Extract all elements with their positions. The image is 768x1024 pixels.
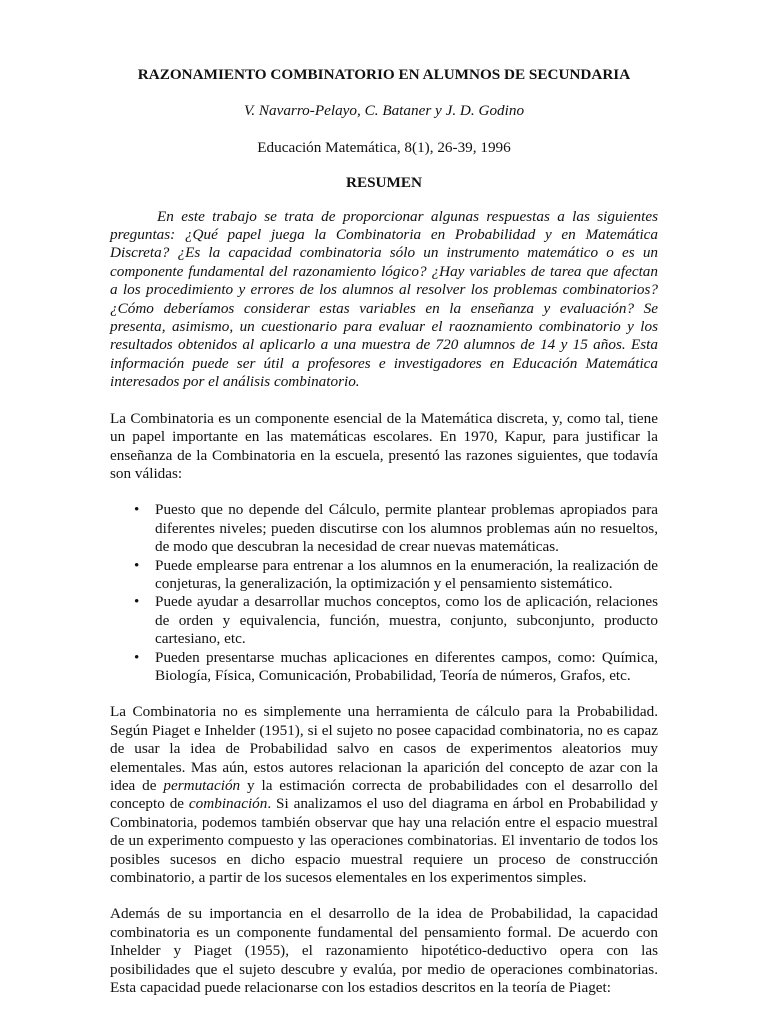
term-combinacion: combinación <box>188 795 268 813</box>
list-item: • Puesto que no depende del Cálculo, permite plantear problemas apropiados para diferentes niveles; pueden discutirse con los alumnos problemas aún no resueltos, de modo que descubran la necesidad de crear nuevas matemáticas. <box>155 501 658 556</box>
list-item: • Puede ayudar a desarrollar muchos conceptos, como los de aplicación, relaciones de orden y equivalencia, función, muestra, conjunto, subconjunto, producto cartesiano, etc. <box>155 593 658 648</box>
paragraph-text: La Combinatoria no es simplemente una herramienta de cálculo para la Probabilidad. Según Piaget e Inhelder (1951), si el sujeto no posee capacidad combinatoria, no es capaz de usar la idea de Probabilidad salvo en casos de experimentos aleatorios muy elementales. Mas aún, estos autores relacionan la aparición del concepto de azar con la idea de <box>110 703 658 794</box>
abstract-text: En este trabajo se trata de proporcionar algunas respuestas a las siguientes preguntas: ¿Qué papel juega la Combinatoria en Probabilidad y en Matemática Discreta? ¿Es la capacidad combinatoria sólo un instrumento matemático o es un componente fundamental del razonamiento lógico? ¿Hay variables de tarea que afectan a los procedimiento y errores de los alumnos al resolver los problemas combinatorios? ¿Cómo deberíamos considerar estas variables en la enseñanza y evaluación? Se presenta, asimismo, un cuestionario para evaluar el raoznamiento combinatorio y los resultados obtenidos al aplicarlo a una muestra de 720 alumnos de 14 y 15 años. Esta información puede ser útil a profesores e investigadores en Educación Matemática interesados por el análisis combinatorio. <box>110 207 658 391</box>
paragraph-formal-thought: Además de su importancia en el desarrollo de la idea de Probabilidad, la capacidad combinatoria es un componente fundamental del pensamiento formal. De acuerdo con Inhelder y Piaget (1955), el razonamiento hipotético-deductivo opera con las posibilidades que el sujeto descubre y evalúa, por medio de operaciones combinatorias. Esta capacidad puede relacionarse con los estadios descritos en la teoría de Piaget: <box>110 905 658 997</box>
paragraph-text: . Si analizamos el uso del diagrama en árbol en Probabilidad y Combinatoria, podemos también observar que hay una relación entre el espacio muestral de un experimento compuesto y las operaciones combinatorias. El inventario de todos los posibles sucesos en dicho espacio muestral requiere un proceso de construcción combinatorio, a partir de los sucesos elementales en los experimentos simples. <box>110 795 658 887</box>
term-permutacion: permutación <box>163 777 241 794</box>
abstract-heading: RESUMEN <box>346 174 422 192</box>
paper-title: RAZONAMIENTO COMBINATORIO EN ALUMNOS DE SECUNDARIA <box>137 66 631 83</box>
paper-citation: Educación Matemática, 8(1), 26-39, 1996 <box>257 138 511 156</box>
paragraph-text: y la estimación correcta de probabilidades con el desarrollo del concepto de <box>110 777 658 813</box>
list-item: • Puede emplearse para entrenar a los alumnos en la enumeración, la realización de conjeturas, la generalización, la optimización y el pensamiento sistemático. <box>155 557 658 594</box>
paragraph-probability <box>110 703 658 887</box>
paragraph-intro: La Combinatoria es un componente esencial de la Matemática discreta, y, como tal, tiene un papel importante en las matemáticas escolares. En 1970, Kapur, para justificar la enseñanza de la Combinatoria en la escuela, presentó las razones siguientes, que todavía son válidas: <box>110 409 658 482</box>
reasons-list <box>110 501 658 685</box>
list-item: • Pueden presentarse muchas aplicaciones en diferentes campos, como: Química, Biología, Física, Comunicación, Probabilidad, Teoría de números, Grafos, etc. <box>155 649 658 686</box>
paper-authors: V. Navarro-Pelayo, C. Bataner y J. D. Godino <box>243 102 525 120</box>
